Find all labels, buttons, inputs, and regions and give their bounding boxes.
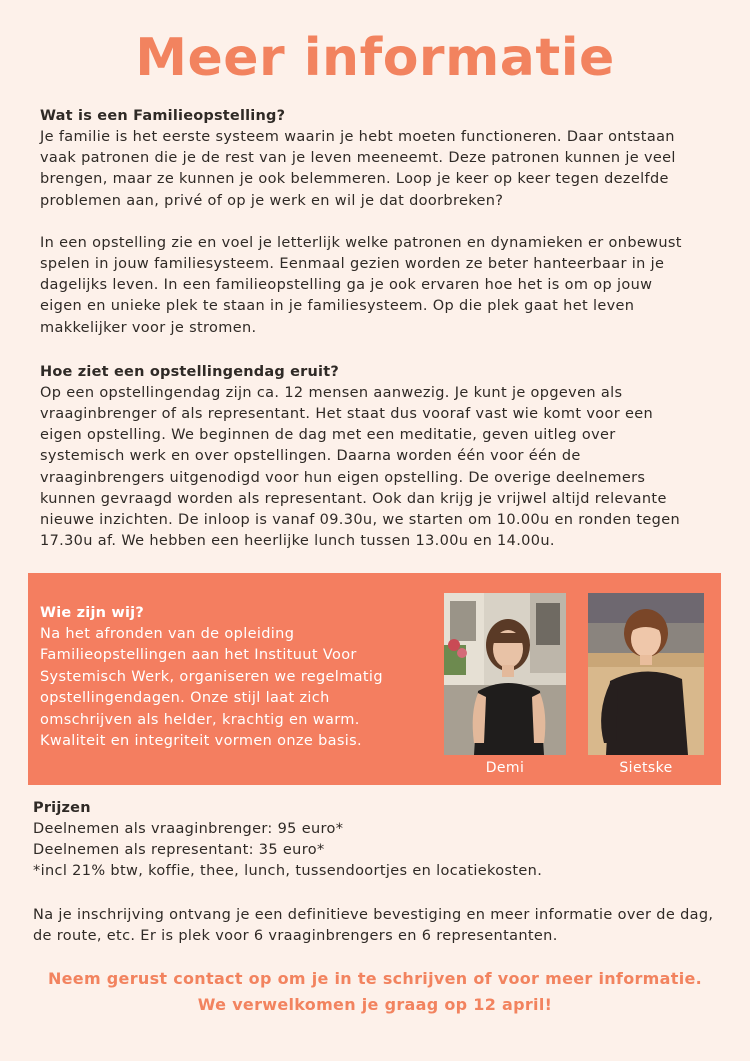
section-heading-familieopstelling: Wat is een Familieopstelling? — [40, 108, 286, 124]
caption-demi: Demi — [485, 760, 525, 776]
sietske-photo — [588, 593, 704, 755]
who-are-we-text — [40, 603, 440, 752]
who-heading: Wie zijn wij? — [40, 605, 144, 621]
paragraph-line: Na het afronden van de opleiding — [40, 626, 295, 642]
paragraph-line: 17.30u af. We hebben een heerlijke lunch tussen 13.00u en 14.00u. — [40, 533, 555, 550]
price-line: Deelnemen als vraaginbrenger: 95 euro* — [33, 821, 344, 837]
paragraph-line: problemen aan, privé of op je werk en wil je dat doorbreken? — [40, 192, 504, 209]
paragraph-line: vraaginbrenger of als representant. Het staat dus vooraf vast wie komt voor een — [40, 406, 654, 423]
caption-sietske: Sietske — [619, 760, 673, 776]
cta-line-welcome: We verwelkomen je graag op 12 april! — [197, 995, 553, 1014]
price-line: Deelnemen als representant: 35 euro* — [33, 842, 325, 859]
paragraph-line: Systemisch Werk, organiseren we regelmatig — [40, 668, 383, 685]
section-heading-opstellingendag: Hoe ziet een opstellingendag eruit? — [40, 363, 339, 380]
paragraph-line: de route, etc. Er is plek voor 6 vraaginbrengers en 6 representanten. — [33, 927, 558, 944]
paragraph-line: dagelijks leven. In een familieopstelling ga je ook ervaren hoe het is om op jouw — [40, 277, 653, 294]
paragraph-line: systemisch werk en over opstellingen. Daarna worden één voor één de — [40, 448, 581, 465]
cta-line-contact: Neem gerust contact op om je in te schrijven of voor meer informatie. — [47, 969, 703, 988]
paragraph-line: Familieopstellingen aan het Instituut Voor — [40, 647, 357, 664]
paragraph-line: Kwaliteit en integriteit vormen onze basis. — [40, 733, 362, 750]
paragraph-line: eigen en unieke plek te staan in je familiesysteem. Op die plek gaat het leven — [40, 298, 635, 315]
paragraph-line: brengen, maar ze kunnen je ook belemmeren. Loop je keer op keer tegen dezelfde — [40, 171, 669, 188]
paragraph-line: Je familie is het eerste systeem waarin je hebt moeten functioneren. Daar ontstaan — [40, 129, 675, 145]
paragraph-line: kunnen gevraagd worden als representant. Ook dan krijg je vrijwel altijd relevante — [40, 490, 667, 507]
paragraph-line: omschrijven als helder, krachtig en warm. — [40, 711, 360, 728]
paragraph-line: opstellingendagen. Onze stijl laat zich — [40, 690, 330, 707]
paragraph-line: vraaginbrengers uitgenodigd voor hun eigen opstelling. De overige deelnemers — [40, 469, 646, 486]
paragraph-line: Na je inschrijving ontvang je een definitieve bevestiging en meer informatie over de dag, — [33, 906, 714, 923]
prices-section — [33, 798, 733, 947]
call-to-action — [0, 966, 750, 1018]
paragraph-line: nieuwe inzichten. De inloop is vanaf 09.30u, we starten om 10.00u en ronden tegen — [40, 512, 681, 529]
demi-photo — [444, 593, 566, 755]
price-note: *incl 21% btw, koffie, thee, lunch, tussendoortjes en locatiekosten. — [33, 863, 543, 880]
paragraph-line: spelen in jouw familiesysteem. Eenmaal gezien worden ze beter hanteerbaar in je — [40, 256, 665, 273]
who-are-we-panel — [28, 573, 721, 785]
paragraph-line: In een opstelling zie en voel je letterlijk welke patronen en dynamieken er onbewust — [40, 234, 682, 251]
paragraph-line: eigen opstelling. We beginnen de dag met een meditatie, geven uitleg over — [40, 427, 616, 444]
paragraph-line: makkelijker voor je stromen. — [40, 319, 257, 336]
paragraph-line: vaak patronen die je de rest van je leven meeneemt. Deze patronen kunnen je veel — [40, 150, 676, 167]
page-title: Meer informatie — [135, 28, 615, 88]
prices-heading: Prijzen — [33, 800, 91, 816]
intro-content — [40, 106, 720, 552]
paragraph-line: Op een opstellingendag zijn ca. 12 mensen aanwezig. Je kunt je opgeven als — [40, 384, 623, 401]
